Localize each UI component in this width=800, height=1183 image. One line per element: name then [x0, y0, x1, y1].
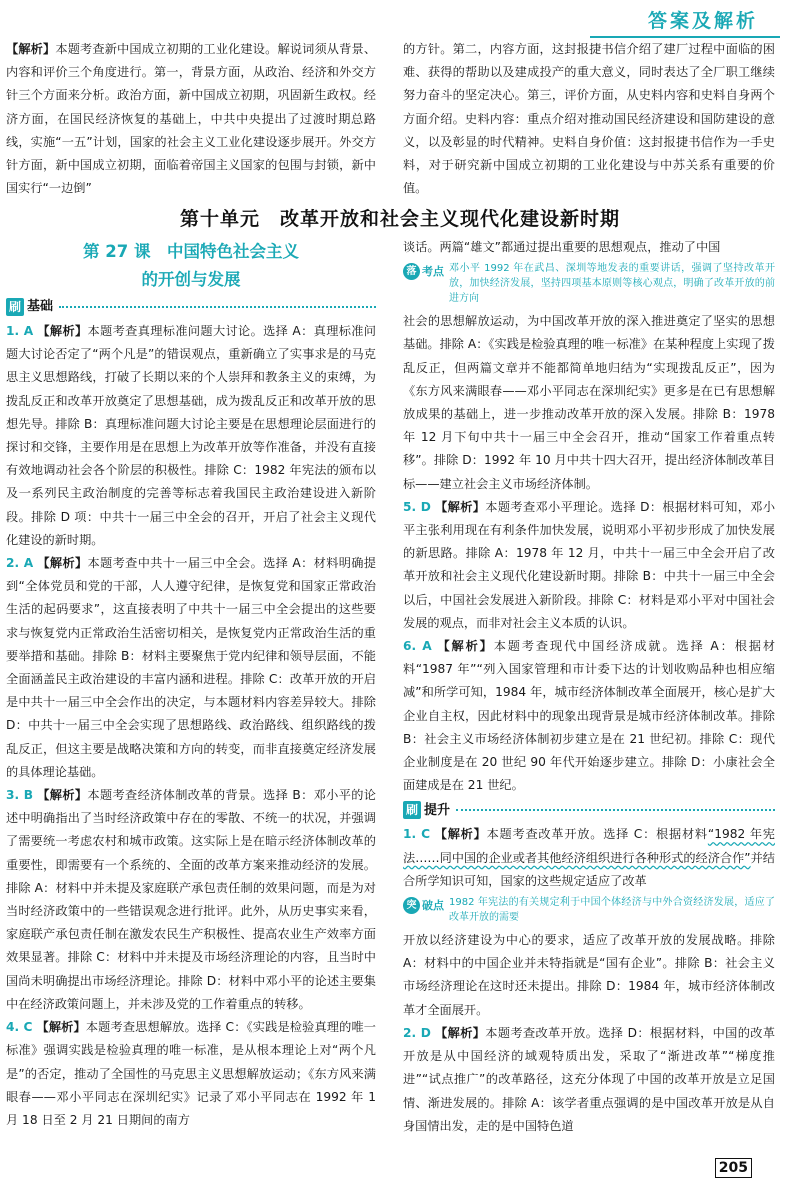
- lesson-title-line1: 第 27 课 中国特色社会主义: [83, 242, 299, 261]
- answer-text: 本题考查现代中国经济成就。选择 A：根据材料“1987 年”“列入国家管理和市计委下达的计划收购品种也相应缩减”和所学可知，1984 年，城市经济体制改革全面展开，核心是扩大企业自主权，因此材料中的现象出现背景是城市经济体制改革。排除 B：社会主义市场经济体制初步建立是在 21 世纪初。排除 C：现代企业制度是在 20 世纪 90 年代开始逐步建立。排除 D：小康社会全面建成是在 21 世纪。: [403, 639, 775, 793]
- answer-text: 本题考查改革开放。选择 C：根据材料: [486, 827, 708, 842]
- highlighted-quote: “1982 年宪法……同中国的企业或者其他经济组织进行各种形式的经济合作”: [403, 827, 775, 865]
- analysis-tag: 【解析】: [437, 639, 494, 654]
- analysis-tag: 【解析】: [435, 499, 486, 514]
- left-column: [6, 294, 376, 1156]
- lesson-title-line2: 的开创与发展: [141, 270, 241, 289]
- breakthrough-badge: [403, 897, 444, 914]
- exam-point-text: 邓小平 1992 年在武昌、深圳等地发表的重要讲话，强调了坚持改革开放，加快经济发展，坚持四项基本原则等核心观点，明确了改革开放的前进方向: [449, 263, 775, 305]
- answer-text: 本题考查改革开放。选择 D：根据材料，中国的改革开放是从中国经济的域观特质出发，采取了“渐进改革”“梯度推进”“试点推广”的改革路径，这充分体现了中国的改革开放是立足国情、渐进发展的。排除 A：该学者重点强调的是中国改革开放是从自身国情出发，走的是中国特色道: [403, 1025, 775, 1133]
- answer-number: 1. C: [403, 827, 431, 842]
- analysis-tag: 【解析】: [36, 1020, 86, 1035]
- answer-continuation: 社会的思想解放运动，为中国改革开放的深入推进奠定了坚实的思想基础。排除 A：《实践是检验真理的唯一标准》在某种程度上实现了拨乱反正，但两篇文章并不能都简单地归结为“实现拨乱反正”，因为《东方风来满眼春——邓小平同志在深圳纪实》更多是在已有思想解放成果的基础上，进一步推动改革开放的深入发展。排除 B：1978 年 12 月下旬中共十一届三中全会召开，推动“国家工作着重点转移”。排除 D：1992 年 10 月中共十四大召开，提出经济体制改革目标——建立社会主义市场经济体制。: [403, 314, 775, 491]
- breakthrough-icon: 突: [403, 897, 420, 914]
- answer-number: 3. B: [6, 788, 33, 803]
- top-right-column: [403, 38, 775, 200]
- top-left-column: [6, 38, 376, 200]
- section-label: 基础: [27, 299, 54, 315]
- answer-item: [6, 1016, 376, 1132]
- analysis-tag: 【解析】: [435, 1025, 486, 1040]
- answer-text: 本题考查真理标准问题大讨论。选择 A：真理标准问题大讨论否定了“两个凡是”的错误观点，重新确立了实事求是的马克思主义思想路线，打破了长期以来的个人崇拜和教条主义的束缚，为拨乱反正和改革开放奠定了思想基础，成为拨乱反正和改革开放的思想先导。排除 B：真理标准问题大讨论主要是在思想理论层面进行的探讨和交锋，主要作用是在思想上为改革开放等作准备，并没有直接有效地调动社会各个阶层的积极性。排除 C：1982 年宪法的颁布以及一系列民主政治制度的完善等标志着我国民主政治建设进入新阶段。排除 D 项：中共十一届三中全会的召开，开启了社会主义现代化建设的新时期。: [6, 324, 376, 547]
- breakthrough-text: 1982 年宪法的有关规定利于中国个体经济与中外合资经济发展，适应了改革开放的需要: [449, 897, 775, 924]
- answer-item: [403, 635, 775, 797]
- answer-text: 本题考查中共十一届三中全会。选择 A：材料明确提到“全体党员和党的干部，人人遵守纪律，是恢复党和国家正常政治生活的起码要求”，这直接表明了中共十一届三中全会提出的这些要求与恢复党内正常政治生活密切相关，是恢复党内正常政治生活的重要举措和基础。排除 B：材料主要聚焦于党内纪律和领导层面，不能全面涵盖民主政治建设的丰富内涵和进程。排除 C：改革开放的开启是中共十一届三中全会作出的决定，与本题材料内容差异较大。排除 D：中共十一届三中全会实现了思想路线、政治路线、组织路线的拨乱反正，但这主要是战略决策和方向的转变，而非直接奠定经济发展的具体理论基础。: [6, 556, 376, 779]
- answer-item: [403, 496, 775, 635]
- breakthrough-note: [403, 895, 775, 925]
- breakthrough-label: 破点: [422, 899, 444, 913]
- answer-number: 6. A: [403, 639, 432, 654]
- answer-continuation: 开放以经济建设为中心的要求，适应了改革开放的发展战略。排除 A：材料中的中国企业并未特指就是“国有企业”。排除 B：社会主义市场经济理论在这时还未提出。排除 D：1984 年，城市经济体制改革才全面展开。: [403, 933, 775, 1017]
- answer-text: 本题考查经济体制改革的背景。选择 B：邓小平的论述中明确指出了当时经济政策中存在的零散、不统一的状况，并强调了需要统一考虑农村和城市政策。这实际上是在暗示经济体制改革的重要性，即需要有一个系统的、全面的改革方案来推动经济的发展。排除 A：材料中并未提及家庭联产承包责任制的效果问题，而是为对当时经济政策中的一些错误观念进行批评。此外，从历史事实来看，家庭联产承包责任制在激发农民生产积极性、提高农业生产效率方面效果显著。排除 C：材料中并未提及市场经济理论的内容，且当时中国尚未明确提出市场经济理论。排除 D：材料中邓小平的论述主要集中在经济政策问题上，并未涉及党的工作着重点的转移。: [6, 788, 376, 1011]
- dotted-rule: [456, 809, 775, 811]
- section-badge: 刷: [6, 298, 24, 316]
- section-basic: [6, 296, 376, 318]
- page-header: [0, 0, 800, 34]
- exam-point-label: 考点: [422, 265, 444, 279]
- unit-title: 第十单元 改革开放和社会主义现代化建设新时期: [179, 208, 620, 230]
- answer-item: [6, 320, 376, 552]
- exam-point-note: [403, 261, 775, 306]
- header-title: 答案及解析: [647, 10, 758, 32]
- answer-number: 1. A: [6, 324, 34, 338]
- dotted-rule: [59, 306, 376, 308]
- answer-continuation: 谈话。两篇“雄文”都通过提出重要的思想观点，推动了中国: [403, 240, 721, 254]
- top-left-text: 本题考查新中国成立初期的工业化建设。解说词须从背景、内容和评价三个角度进行。第一，背景方面，从政治、经济和外交方针三个方面来分析。政治方面，新中国成立初期，巩固新生政权。经济方面，在国民经济恢复的基础上，中共中央提出了过渡时期总路线，实施“一五”计划，国家的社会主义工业化建设逐步展开。外交方针方面，新中国成立初期，面临着帝国主义国家的包围与封锁，新中国实行“一边倒”: [6, 42, 377, 196]
- answer-text: 并结合所学知识可知，国家的这些规定适应了改革: [403, 850, 775, 888]
- analysis-tag: 【解析】: [37, 556, 88, 571]
- answer-item: [6, 552, 376, 784]
- page-number: 205: [715, 1158, 752, 1178]
- answer-text: 本题考查邓小平理论。选择 D：根据材料可知，邓小平主张利用现在有利条件加快发展，说明邓小平初步形成了加快发展的新思路。排除 A：1978 年 12 月，中共十一届三中全会开启了改革开放和社会主义现代化建设新时期。排除 B：中共十一届三中全会以后，中国社会发展进入新阶段。排除 C：材料是邓小平对中国社会发展的观点，而非对社会主义本质的认识。: [403, 499, 775, 630]
- analysis-tag: 【解析】: [37, 788, 88, 803]
- right-column: [403, 236, 775, 1156]
- answer-text: 本题考查思想解放。选择 C：《实践是检验真理的唯一标准》强调实践是检验真理的唯一标准，是从根本理论上对“两个凡是”的否定，推动了全国性的马克思主义思想解放运动；《东方风来满眼春——邓小平同志在深圳纪实》记录了邓小平同志在 1992 年 1 月 18 日至 2 月 21 日期间的南方: [6, 1020, 376, 1127]
- exam-point-badge: [403, 263, 444, 280]
- answer-number: 5. D: [403, 499, 431, 514]
- analysis-tag: 【解析】: [37, 324, 88, 338]
- analysis-tag: 【解析】: [434, 827, 487, 842]
- answer-item: [403, 1022, 775, 1138]
- answer-number: 2. A: [6, 556, 34, 571]
- section-advance: [403, 799, 775, 821]
- answer-number: 2. D: [403, 1025, 431, 1040]
- answer-item: [403, 823, 775, 893]
- lesson-title: [6, 238, 376, 294]
- section-label: 提升: [424, 802, 451, 818]
- top-right-text: 的方针。第二，内容方面，这封报捷书信介绍了建厂过程中面临的困难、获得的帮助以及建成投产的重大意义，同时表达了全厂职工继续努力奋斗的坚定决心。第三，评价方面，从史料内容和史料自身两个方面介绍。史料内容：重点介绍对推动国民经济建设和国防建设的意义，以及彰显的时代精神。史料自身价值：这封报捷书信作为一手史料，对于研究新中国成立初期的工业化建设与中苏关系有重要的价值。: [403, 42, 775, 196]
- answer-number: 4. C: [6, 1020, 33, 1035]
- section-badge: 刷: [403, 801, 421, 819]
- exam-point-icon: 落: [403, 263, 420, 280]
- analysis-tag: 【解析】: [6, 42, 56, 56]
- answer-item: [6, 784, 376, 1016]
